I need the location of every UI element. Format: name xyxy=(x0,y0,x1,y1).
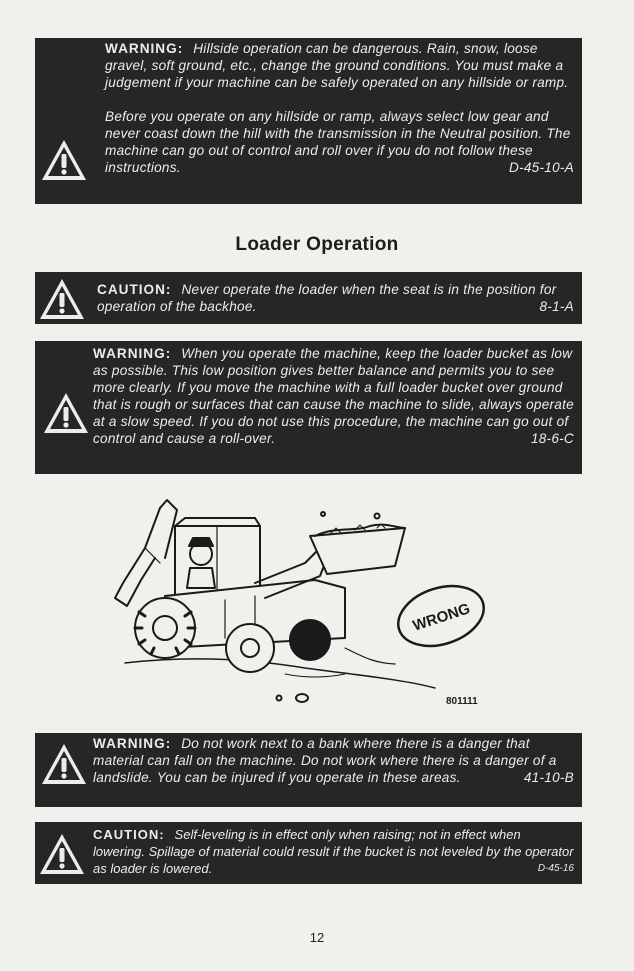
warning-heading: WARNING: xyxy=(93,736,172,751)
warning-text: Hillside operation can be dangerous. Rain, snow, loose gravel, soft ground, etc., change the ground conditions. You must make a judgement if your machine can be safely operated on any hillside or ramp. xyxy=(105,41,569,90)
caution-selflevel-box xyxy=(35,822,582,884)
warning-triangle-icon xyxy=(43,392,89,434)
figure-number: 801111 xyxy=(446,696,478,707)
caution-text: Self-leveling is in effect only when raising; not in effect when lowering. Spillage of material could result if the bucket is not leveled by the operator as loader is lowered. xyxy=(93,827,574,876)
reference-code: 41-10-B xyxy=(523,770,574,785)
warning-hillside-box xyxy=(35,38,582,204)
reference-code: D-45-10-A xyxy=(509,160,574,175)
warning-bank-box xyxy=(35,733,582,807)
warning-heading: WARNING: xyxy=(93,346,172,361)
caution-seat-box xyxy=(35,272,582,324)
warning-text: Do not work next to a bank where there is a danger that material can fall on the machine. Do not work where there is a danger of a landslide. You can be injured if you operate in these areas. xyxy=(93,736,557,785)
warning-triangle-icon xyxy=(39,833,85,875)
caution-text: Never operate the loader when the seat is in the position for operation of the backhoe. xyxy=(97,282,557,314)
warning-text-2: Before you operate on any hillside or ramp, always select low gear and never coast down the hill with the transmission in the Neutral position. The machine can go out of control and roll over if you do not follow these instructions. xyxy=(105,109,571,175)
warning-text: When you operate the machine, keep the loader bucket as low as possible. This low position gives better balance and permits you to see more clearly. If you move the machine with a full loader bucket over ground that is rough or surfaces that can cause the machine to slide, always operate at a slow speed. If you do not use this procedure, the machine can go out of control and cause a roll-over. xyxy=(93,346,574,446)
reference-code: 18-6-C xyxy=(530,431,574,446)
caution-heading: CAUTION: xyxy=(97,282,172,297)
wrong-stamp-label: WRONG xyxy=(410,600,473,635)
warning-triangle-icon xyxy=(41,743,87,785)
reference-code: D-45-16 xyxy=(537,863,574,874)
caution-heading: CAUTION: xyxy=(93,827,165,842)
warning-triangle-icon xyxy=(41,139,87,181)
page-number: 12 xyxy=(309,930,325,945)
warning-triangle-icon xyxy=(39,278,85,320)
reference-code: 8-1-A xyxy=(539,299,574,314)
warning-bucket-box xyxy=(35,341,582,474)
backhoe-loader-illustration xyxy=(105,488,505,706)
warning-heading: WARNING: xyxy=(105,41,184,56)
section-title: Loader Operation xyxy=(235,234,399,255)
